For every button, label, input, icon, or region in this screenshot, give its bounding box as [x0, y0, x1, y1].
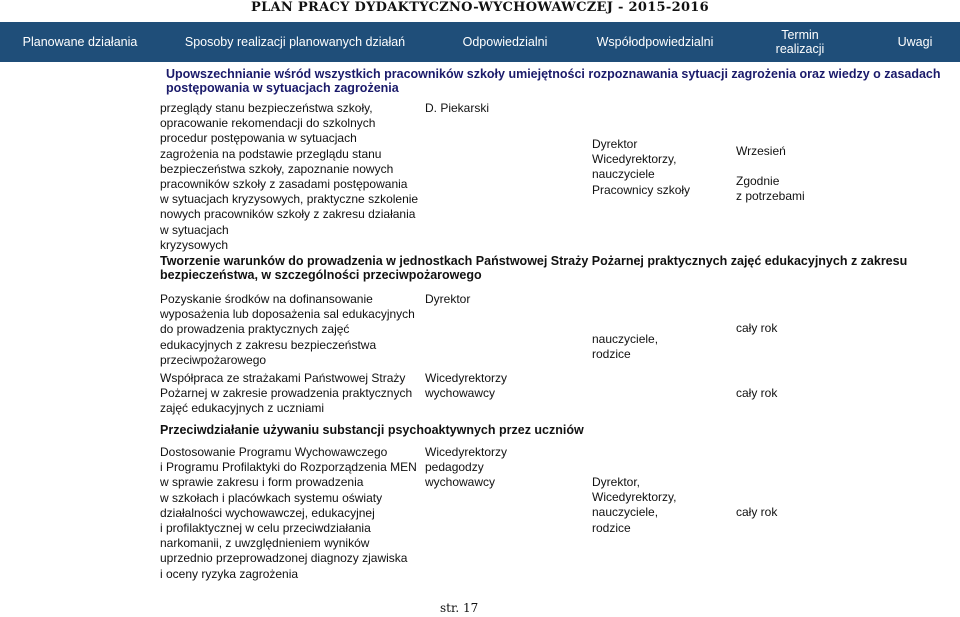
action-line: w sytuacjach — [160, 222, 229, 237]
section1-heading-line2: postępowania w sytuacjach zagrożenia — [166, 81, 399, 95]
action-line: zajęć edukacyjnych z uczniami — [160, 401, 325, 416]
header-responsible: Odpowiedzialni — [462, 35, 548, 49]
co-responsible-line: Dyrektor — [592, 137, 638, 151]
table-header — [0, 22, 960, 62]
section2-row1-actions — [160, 292, 415, 368]
co-responsible-line: rodzice — [592, 520, 631, 535]
action-line: Dostosowanie Programu Wychowawczego — [160, 445, 388, 459]
co-responsible-line: rodzice — [592, 347, 631, 362]
section2-row2-actions — [160, 371, 412, 417]
action-line: Współpraca ze strażakami Państwowej Straży — [160, 371, 406, 385]
co-responsible-line: Dyrektor, — [592, 475, 641, 489]
action-line: edukacyjnych z zakresu bezpieczeństwa — [160, 337, 377, 352]
responsible-line: pedagodzy — [425, 460, 484, 475]
document-title: PLAN PRACY DYDAKTYCZNO-WYCHOWAWCZEJ - 2015-2016 — [251, 0, 709, 15]
action-line: pracowników szkoły z zasadami postępowania — [160, 177, 408, 192]
section2-row1-co-responsible — [592, 332, 658, 362]
header-term — [730, 22, 870, 62]
section1-heading — [166, 67, 941, 95]
action-line: Pożarnej w zakresie prowadzenia praktycznych — [160, 386, 413, 401]
section1-term — [736, 144, 805, 205]
action-line: opracowanie rekomendacji do szkolnych — [160, 116, 376, 131]
co-responsible-line: nauczyciele, — [592, 505, 659, 520]
section3-heading: Przeciwdziałanie używaniu substancji psychoaktywnych przez uczniów — [160, 423, 584, 437]
section2-heading-line2: bezpieczeństwa, w szczególności przeciwpożarowego — [160, 268, 482, 282]
co-responsible-line: Wicedyrektorzy, — [592, 152, 677, 167]
term-line: Wrzesień — [736, 144, 786, 158]
action-line: w sytuacjach kryzysowych, praktyczne szkolenie — [160, 192, 419, 207]
action-line: wyposażenia lub doposażenia sal edukacyjnych — [160, 307, 415, 322]
section2-row2-term: cały rok — [736, 386, 778, 400]
section2-row1-term: cały rok — [736, 321, 778, 335]
term-line: Zgodnie — [736, 174, 780, 189]
action-line: przeglądy stanu bezpieczeństwa szkoły, — [160, 101, 373, 115]
section1-co-responsible — [592, 137, 690, 198]
responsible-line: wychowawcy — [425, 475, 496, 490]
header-co-responsible: Współodpowiedzialni — [596, 35, 714, 49]
co-responsible-line: nauczyciele, — [592, 332, 659, 346]
section2-row2-responsible — [425, 371, 507, 401]
section2-row1-responsible: Dyrektor — [425, 292, 471, 306]
action-line: Pozyskanie środków na dofinansowanie — [160, 292, 373, 306]
header-planned-actions: Planowane działania — [22, 35, 138, 49]
section1-heading-line1: Upowszechnianie wśród wszystkich pracowników szkoły umiejętności rozpoznawania sytuacji zagrożenia oraz wiedzy o zasadach — [166, 67, 941, 81]
action-line: działalności wychowawczej, edukacyjnej — [160, 505, 375, 520]
action-line: w szkołach i placówkach systemu oświaty — [160, 490, 383, 505]
page-number: str. 17 — [440, 601, 479, 615]
action-line: kryzysowych — [160, 237, 229, 252]
section3-term: cały rok — [736, 505, 778, 519]
action-line: bezpieczeństwa szkoły, zapoznanie nowych — [160, 161, 394, 176]
action-line: i Programu Profilaktyki do Rozporządzenia MEN — [160, 460, 417, 475]
section3-co-responsible — [592, 475, 676, 536]
header-term-line2: realizacji — [775, 42, 825, 56]
action-line: w sprawie zakresu i form prowadzenia — [160, 475, 364, 490]
responsible-line: Wicedyrektorzy — [425, 445, 508, 459]
responsible-line: wychowawcy — [425, 386, 496, 401]
action-line: przeciwpożarowego — [160, 352, 267, 367]
co-responsible-line: Pracownicy szkoły — [592, 182, 691, 197]
header-term-line1: Termin — [781, 28, 819, 42]
term-line: z potrzebami — [736, 189, 805, 204]
action-line: do prowadzenia praktycznych zajęć — [160, 322, 350, 337]
header-methods: Sposoby realizacji planowanych działań — [184, 35, 406, 49]
co-responsible-line: nauczyciele — [592, 167, 655, 182]
action-line: narkomanii, z uwzględnieniem wyników — [160, 536, 370, 551]
responsible-line: Wicedyrektorzy — [425, 371, 508, 385]
section1-actions — [160, 101, 418, 253]
header-notes: Uwagi — [897, 35, 933, 49]
co-responsible-line: Wicedyrektorzy, — [592, 490, 677, 505]
action-line: i oceny ryzyka zagrożenia — [160, 566, 299, 581]
action-line: nowych pracowników szkoły z zakresu działania — [160, 207, 416, 222]
section3-actions — [160, 445, 417, 582]
section2-heading-line1: Tworzenie warunków do prowadzenia w jednostkach Państwowej Straży Pożarnej praktycznych zajęć edukacyjnych z zakresu — [160, 254, 908, 268]
action-line: i profilaktycznej w celu przeciwdziałania — [160, 521, 371, 536]
action-line: zagrożenia na podstawie przeglądu stanu — [160, 146, 382, 161]
action-line: uprzednio przeprowadzonej diagnozy zjawiska — [160, 551, 408, 566]
action-line: procedur postępowania w sytuacjach — [160, 131, 357, 146]
section3-responsible — [425, 445, 507, 491]
section1-responsible: D. Piekarski — [425, 101, 490, 115]
section2-heading — [160, 254, 907, 282]
